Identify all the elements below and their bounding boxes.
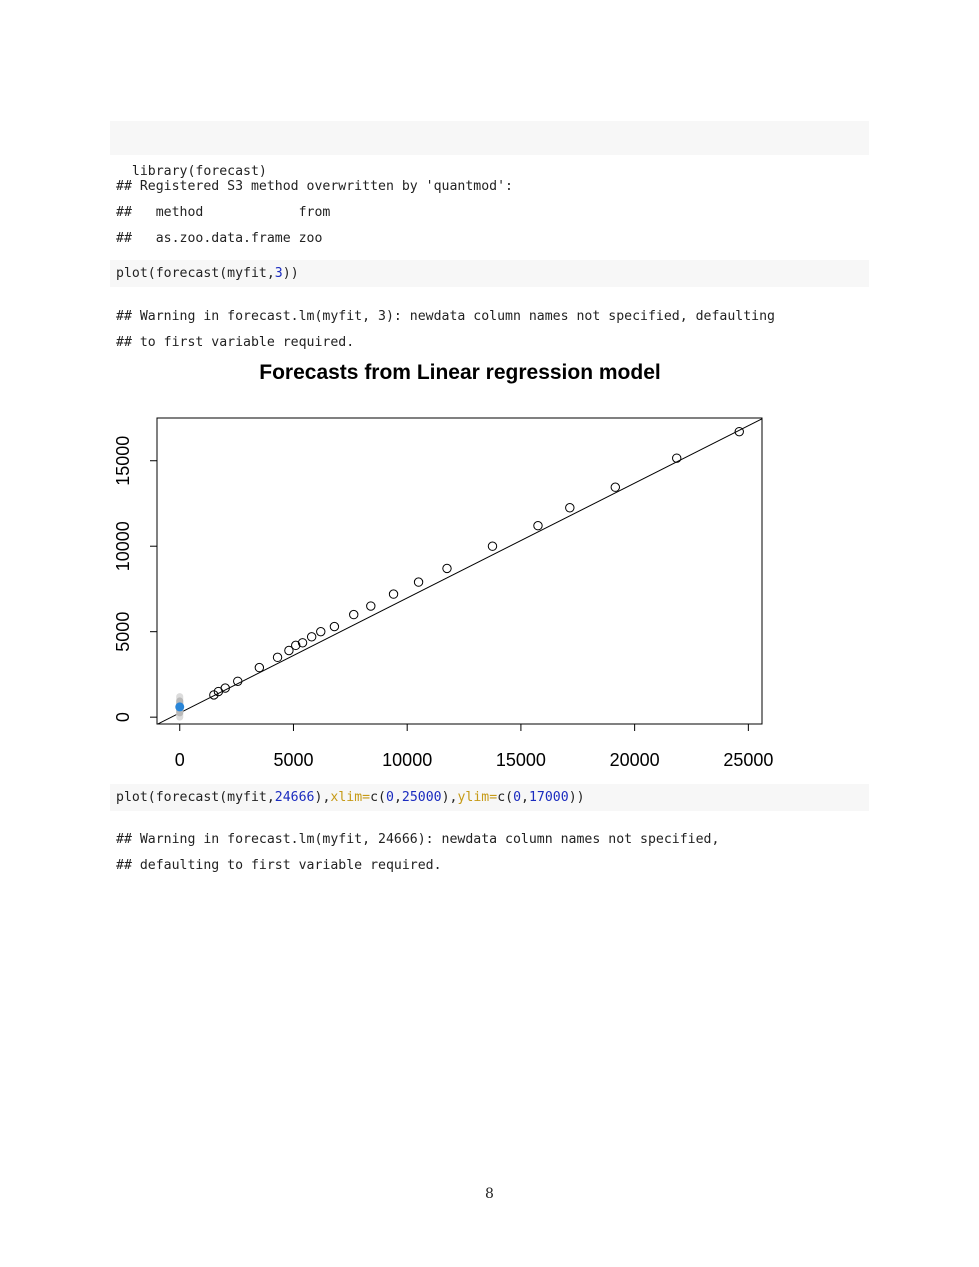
code-text: ), [314, 790, 331, 805]
code-text: , [521, 790, 529, 805]
chart-title: Forecasts from Linear regression model [259, 361, 661, 384]
data-point [273, 653, 281, 661]
code-argument: ylim= [457, 790, 498, 805]
x-tick-label: 5000 [273, 750, 314, 770]
data-point [234, 677, 242, 685]
output-line: ## defaulting to first variable required. [116, 858, 442, 873]
fit-line [157, 419, 762, 725]
x-tick-label: 15000 [495, 750, 546, 770]
data-point [317, 627, 325, 635]
data-point [673, 454, 681, 462]
code-chunk-library [110, 121, 869, 179]
output-line: ## Warning in forecast.lm(myfit, 3): newdata column names not specified, defaulting [116, 309, 775, 324]
data-point [611, 483, 619, 491]
code-text: c( [497, 790, 514, 805]
x-tick-label: 0 [174, 750, 185, 770]
output-line: ## Warning in forecast.lm(myfit, 24666): newdata column names not specified, [116, 832, 720, 847]
data-point [389, 590, 397, 598]
code-number: 25000 [401, 790, 442, 805]
code-number: 0 [513, 790, 522, 805]
code-text: )) [282, 266, 299, 281]
forecast-chart [100, 355, 790, 785]
code-text: , [393, 790, 402, 805]
x-tick-label: 20000 [609, 750, 660, 770]
code-number: 17000 [528, 790, 569, 805]
data-point [367, 602, 375, 610]
code-text: ), [441, 790, 458, 805]
data-point [534, 521, 542, 529]
output-line: ## Registered S3 method overwritten by 'quantmod': [116, 179, 513, 194]
code-text: plot(forecast(myfit, [116, 266, 275, 281]
y-tick-label: 0 [113, 712, 133, 723]
y-tick-label: 5000 [113, 611, 133, 652]
output-line: ## to first variable required. [116, 335, 355, 350]
data-point [330, 622, 338, 630]
data-point [255, 663, 263, 671]
code-text: library(forecast) [131, 164, 267, 179]
code-number: 0 [385, 790, 394, 805]
x-tick-label: 10000 [382, 750, 433, 770]
code-argument: xlim= [330, 790, 371, 805]
data-point [488, 542, 496, 550]
code-text: )) [568, 790, 585, 805]
code-number: 3 [274, 266, 283, 281]
code-chunk-plot-forecast-xlim [110, 784, 869, 811]
output-line: ## as.zoo.data.frame zoo [116, 231, 323, 246]
output-line: ## method from [116, 205, 331, 220]
y-tick-label: 10000 [113, 521, 133, 572]
code-text: c( [370, 790, 386, 805]
data-point [307, 633, 315, 641]
page-number: 8 [485, 1186, 494, 1202]
data-point [350, 610, 358, 618]
code-chunk-plot-forecast [110, 260, 869, 287]
data-point [414, 578, 422, 586]
code-number: 24666 [274, 790, 315, 805]
y-tick-label: 15000 [113, 435, 133, 486]
data-point [443, 564, 451, 572]
data-point [566, 504, 574, 512]
x-tick-label: 25000 [723, 750, 774, 770]
forecast-point [175, 702, 184, 711]
code-text: plot(forecast(myfit, [116, 790, 275, 805]
